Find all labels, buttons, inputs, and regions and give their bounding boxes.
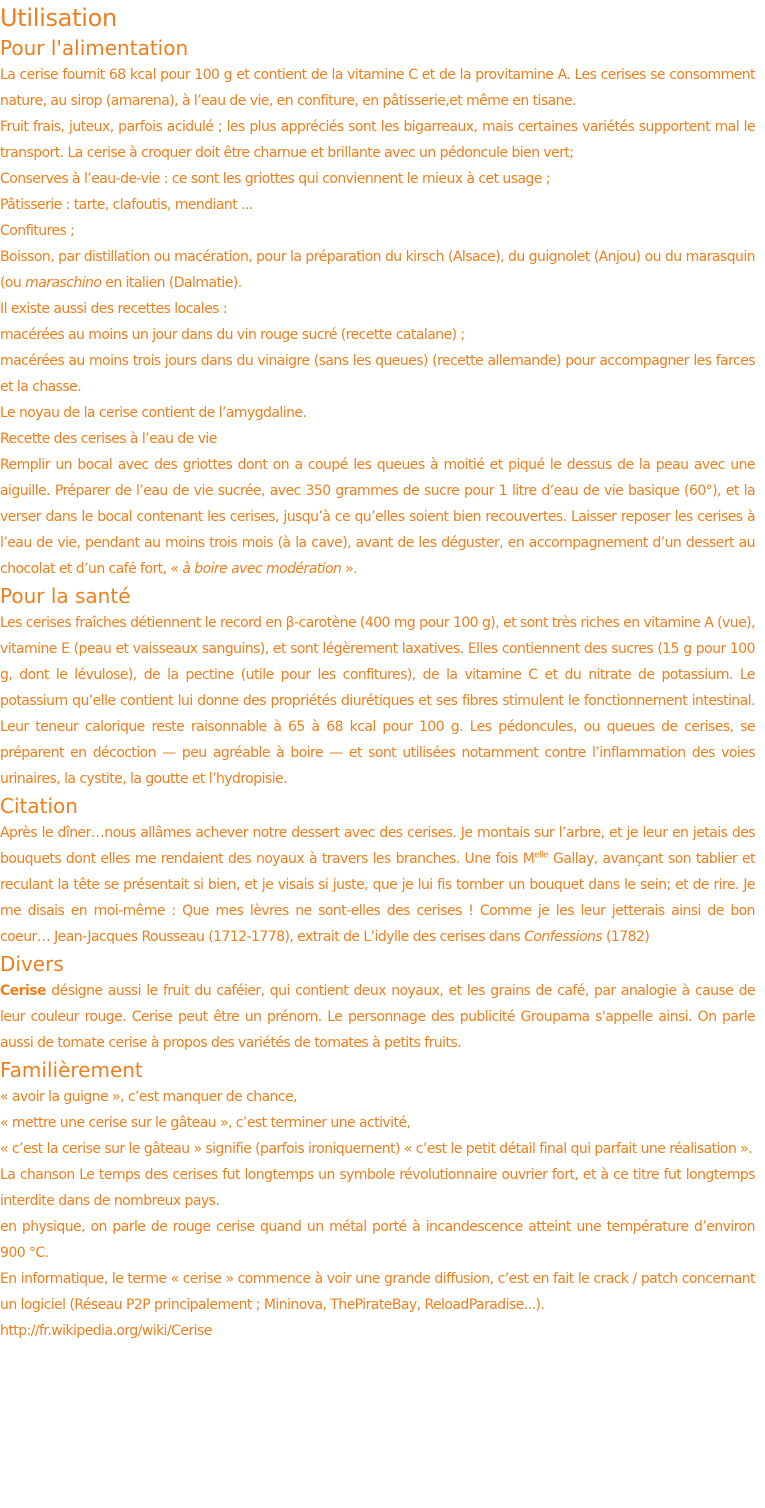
alimentation-paragraph-2: Fruit frais, juteux, parfois acidulé ; les plus appréciés sont les bigarreaux, mais certaines variétés supportent mal le transport. La cerise à croquer doit être charnue et brillante avec un pédoncule bien vert; [0, 119, 755, 161]
heading-familierement: Familièrement [0, 1058, 143, 1082]
citation-paragraph [0, 820, 755, 950]
alimentation-paragraph-allemande: macérées au moins trois jours dans du vinaigre (sans les queues) (recette allemande) pour accompagner les farces et la chasse. [0, 353, 755, 395]
alimentation-line-confitures: Confitures ; [0, 223, 75, 239]
boisson-italic: maraschino [25, 275, 102, 291]
cerise-gateau-text: « c’est la cerise sur le gâteau » signifie (parfois ironiquement) « c’est le petit détail final qui parfait une réalisation » [0, 1141, 749, 1157]
alimentation-paragraph-boisson [0, 244, 755, 296]
familierement-paragraph-physique: en physique, on parle de rouge cerise quand un métal porté à incandescence atteint une température d’environ 900 °C. [0, 1219, 755, 1261]
alimentation-line-recette-title: Recette des cerises à l’eau de vie [0, 431, 217, 447]
heading-alimentation: Pour l'alimentation [0, 36, 189, 60]
recette-italic: à boire avec modération [182, 561, 342, 577]
familierement-paragraph-cerise-gateau [0, 1136, 755, 1162]
familierement-line-guigne: « avoir la guigne », c’est manquer de chance, [0, 1089, 298, 1105]
heading-sante: Pour la santé [0, 584, 131, 608]
alimentation-line-recettes: Il existe aussi des recettes locales : [0, 301, 227, 317]
sante-paragraph: Les cerises fraîches détiennent le record en β-carotène (400 mg pour 100 g), et sont très riches en vitamine A (vue), vitamine E (peau et vaisseaux sanguins), et sont légèrement laxatives. Elles contiennent des sucres (15 g pour 100 g, dont le lévulose), de la pectine (utile pour les confitures), de la vitamine C et du nitrate de potassium. Le potassium qu’elle contient lui donne des propriétés diurétiques et ses fibres stimulent le fonctionnement intestinal. Leur teneur calorique reste raisonnable à 65 à 68 kcal pour 100 g. Les pédoncules, ou queues de cerises, se préparent en décoction — peu agréable à boire — et sont utilisées notamment contre l’inflammation des voies urinaires, la cystite, la goutte et l’hydropisie. [0, 615, 755, 787]
heading-divers: Divers [0, 952, 64, 976]
familierement-paragraph-informatique: En informatique, le terme « cerise » commence à voir une grande diffusion, c’est en fait le crack / patch concernant un logiciel (Réseau P2P principalement ; Mininova, ThePirateBay, ReloadParadise...). [0, 1271, 755, 1313]
alimentation-paragraph-recette [0, 452, 755, 582]
recette-text-b: ». [341, 561, 358, 577]
article [0, 2, 755, 1344]
citation-text-a: Après le dîner…nous allâmes achever notre dessert avec des cerises. Je montais sur l’arbre, et je leur en jetais des bouquets dont elles me rendaient des noyaux à travers les branches. Une fois M [0, 825, 755, 867]
citation-text-c: (1782) [602, 929, 650, 945]
alimentation-line-catalane: macérées au moins un jour dans du vin rouge sucré (recette catalane) ; [0, 327, 465, 343]
divers-text: désigne aussi le fruit du caféier, qui contient deux noyaux, et les grains de café, par analogie à cause de leur couleur rouge. Cerise peut être un prénom. Le personnage des publicité Groupama s'appelle ainsi. On parle aussi de tomate cerise à propos des variétés de tomates à petits fruits. [0, 983, 755, 1051]
boisson-text-b: en italien (Dalmatie). [101, 275, 242, 291]
citation-text-b: Gallay, avançant son tablier et reculant la tête se présentait si bien, et je visais si juste, que je lui fis tomber un bouquet dans le sein; et de rire. Je me disais en moi-même : Que mes lèvres ne sont-elles des cerises ! Comme je les leur jetterais ainsi de bon coeur… Jean-Jacques Rousseau (1712-1778), extrait de L’idylle des cerises dans [0, 851, 755, 945]
page-title: Utilisation [0, 4, 117, 32]
citation-superscript: elle [534, 850, 549, 861]
recette-text-a: Remplir un bocal avec des griottes dont on a coupé les queues à moitié et piqué le dessus de la peau avec une aiguille. Préparer de l’eau de vie sucrée, avec 350 grammes de sucre pour 1 litre d’eau de vie basique (60°), et la verser dans le bocal contenant les cerises, jusqu’à ce qu’elles soient bien recouvertes. Laisser reposer les cerises à l’eau de vie, pendant au moins trois mois (à la cave), avant de les déguster, en accompagnement d’un dessert au chocolat et d’un café fort, « [0, 457, 755, 577]
divers-lead-word: Cerise [0, 983, 47, 999]
familierement-paragraph-chanson: La chanson Le temps des cerises fut longtemps un symbole révolutionnaire ouvrier fort, et à ce titre fut longtemps interdite dans de nombreux pays. [0, 1167, 755, 1209]
alimentation-line-patisserie: Pâtisserie : tarte, clafoutis, mendiant ... [0, 197, 253, 213]
boisson-text-a: Boisson, par distillation ou macération, pour la préparation du kirsch (Alsace), du guignolet (Anjou) ou du marasquin (ou [0, 249, 755, 291]
alimentation-paragraph-1: La cerise fournit 68 kcal pour 100 g et contient de la vitamine C et de la provitamine A. Les cerises se consomment nature, au sirop (amarena), à l’eau de vie, en confiture, en pâtisserie,et même en tisane. [0, 67, 755, 109]
citation-italic: Confessions [524, 929, 603, 945]
alimentation-line-noyau: Le noyau de la cerise contient de l’amygdaline. [0, 405, 307, 421]
alimentation-line-conserves: Conserves à l’eau-de-vie : ce sont les griottes qui conviennent le mieux à cet usage ; [0, 171, 550, 187]
divers-paragraph [0, 978, 755, 1056]
source-link[interactable]: http://fr.wikipedia.org/wiki/Cerise [0, 1323, 212, 1339]
heading-citation: Citation [0, 794, 78, 818]
familierement-line-gateau: « mettre une cerise sur le gâteau », c’est terminer une activité, [0, 1115, 411, 1131]
cerise-gateau-end: . [748, 1141, 753, 1157]
